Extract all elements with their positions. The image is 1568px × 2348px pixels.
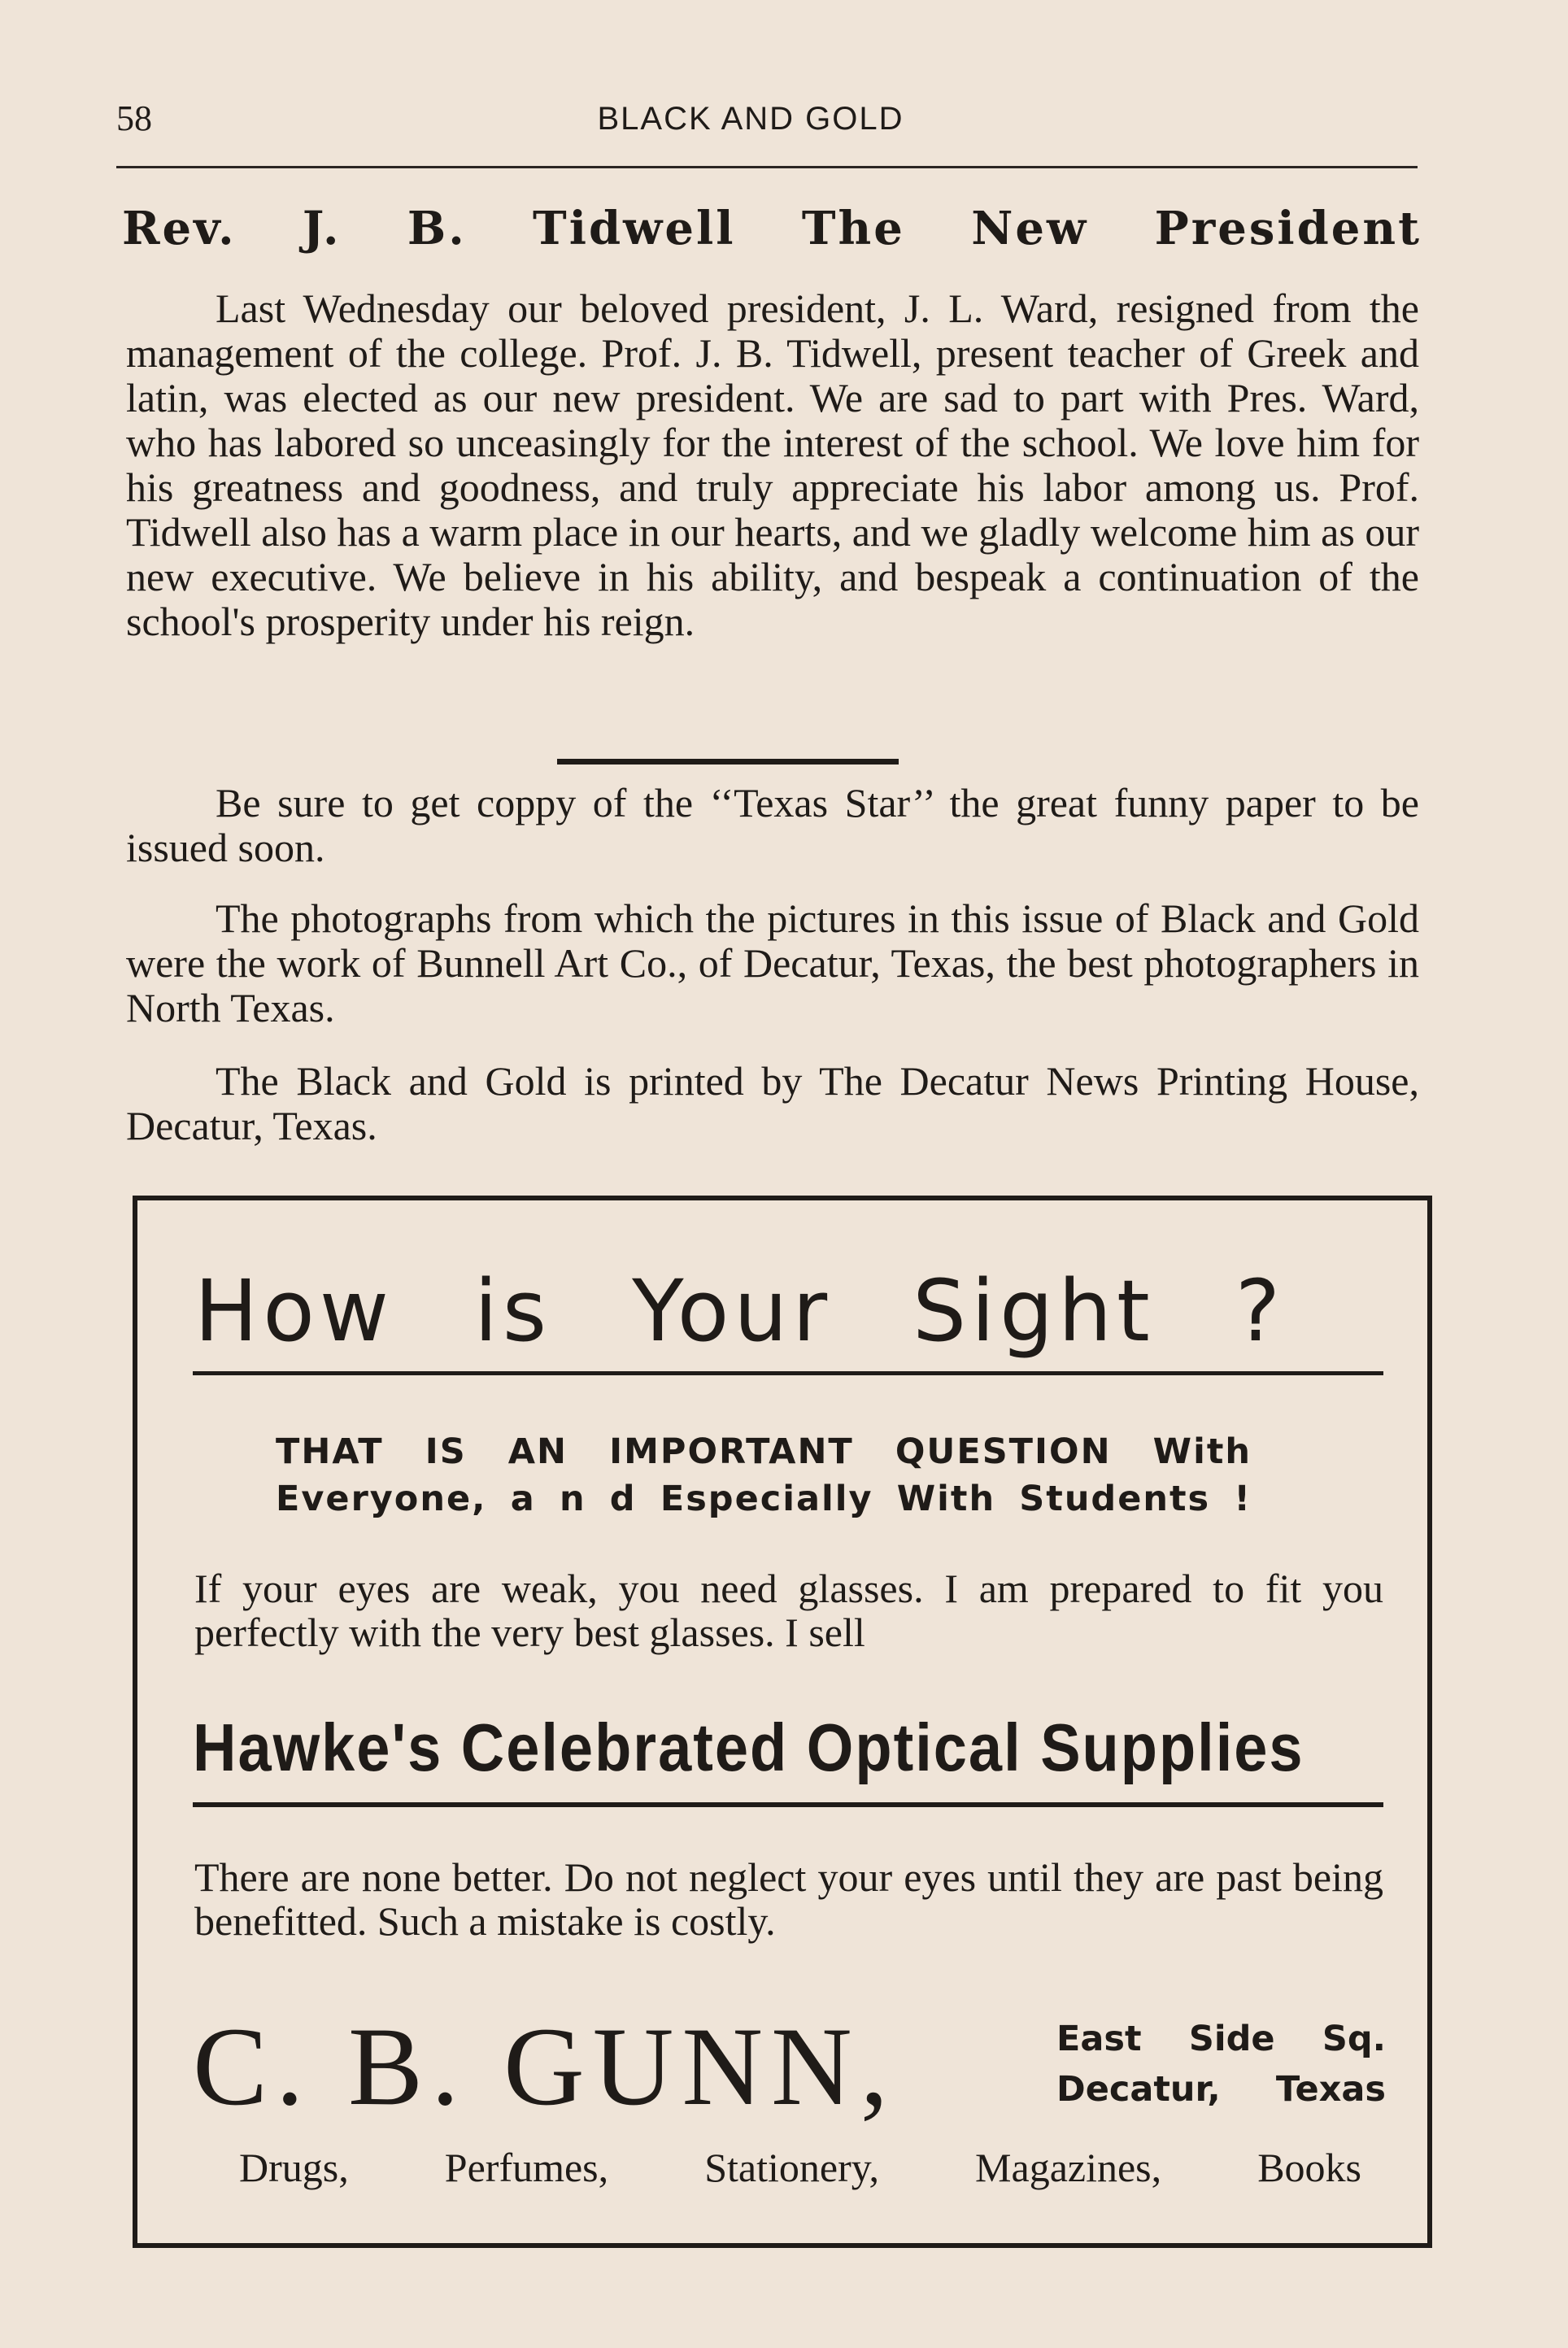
ad-body-text-2: There are none better. Do not neglect your eyes until they are past being benefitted. Such a mistake is costly. — [194, 1854, 1383, 1944]
article-body: Last Wednesday our beloved president, J. L. Ward, resigned from the management of the college. Prof. J. B. Tidwell, present teacher of Greek and latin, was elected as our new president. We are sad to part with Pres. Ward, who has labored so unceasingly for the interest of the school. We love him for his greatness and goodness, and truly appreciate his labor among us. Prof. Tidwell also has a warm place in our hearts, and we gladly welcome him as our new executive. We believe in his ability, and bespeak a continuation of the school's prosperity under his reign. — [126, 285, 1419, 644]
notice-photographs: The photographs from which the pictures in this issue of Black and Gold were the work of Bunnell Art Co., of Decatur, Texas, the best photographers in North Texas. — [126, 895, 1419, 1030]
ad-headline-rule — [193, 1371, 1383, 1375]
ad-merchant-name: C. B. GUNN, — [193, 2004, 897, 2128]
ad-address-line-2: Decatur, Texas — [1056, 2069, 1386, 2110]
ad-product-rule — [193, 1802, 1383, 1807]
ad-subheading-line-1: THAT IS AN IMPORTANT QUESTION With — [276, 1431, 1252, 1472]
ad-product-name: Hawke's Celebrated Optical Supplies — [193, 1710, 1304, 1786]
ad-body-text-1: If your eyes are weak, you need glasses. I am prepared to fit you perfectly with the very best glasses. I sell — [194, 1566, 1383, 1655]
section-divider — [557, 759, 899, 765]
notice-texas-star: Be sure to get coppy of the ‘‘Texas Star’’ the great funny paper to be issued soon. — [126, 780, 1419, 870]
header-rule — [116, 166, 1418, 168]
ad-address — [1056, 2014, 1386, 2115]
ad-subheading-line-2: Everyone, a n d Especially With Students ! — [276, 1479, 1252, 1519]
ad-goods-list: Drugs, Perfumes, Stationery, Magazines, Books — [239, 2145, 1361, 2190]
ad-subheading — [276, 1428, 1252, 1522]
advertisement-box — [133, 1196, 1432, 2248]
ad-address-line-1: East Side Sq. — [1056, 2019, 1386, 2059]
notice-printer: The Black and Gold is printed by The Decatur News Printing House, Decatur, Texas. — [126, 1058, 1419, 1148]
running-header-title: BLACK AND GOLD — [597, 101, 904, 137]
article-title: Rev. J. B. Tidwell The New President — [122, 202, 1422, 255]
ad-headline: How is Your Sight ? — [194, 1261, 1286, 1361]
page-number: 58 — [116, 98, 152, 138]
